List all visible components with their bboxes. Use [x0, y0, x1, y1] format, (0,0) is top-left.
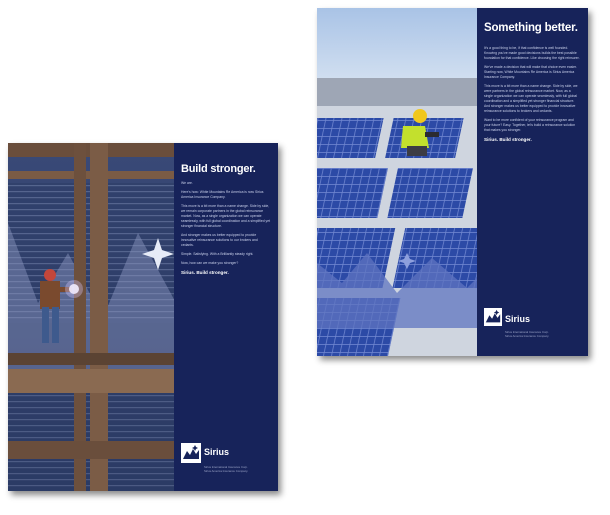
headline: Build stronger.	[181, 163, 256, 175]
body-copy	[181, 181, 271, 279]
paragraph: Now, how can we make you stronger?	[181, 261, 239, 265]
tagline: Sirius. Build stronger.	[484, 137, 532, 142]
fine-print	[204, 465, 274, 473]
paragraph: And stronger makes us better equipped to provide innovative reinsurance solutions to our brokers and cedants.	[181, 233, 258, 247]
fine-print-line: Sirius International Insurance Corp.	[204, 465, 248, 469]
solar-panel-photo	[317, 8, 477, 356]
brand-name: Sirius	[505, 314, 531, 324]
fine-print-line: Sirius International Insurance Corp.	[505, 330, 549, 334]
paragraph: This move is a bit more than a name change. Side by side, we remain corporate partners in the global reinsurance market. Now, as a single organization we can operate seamlessly, with full global coordination and a simplified yet stronger financial structure.	[181, 204, 271, 228]
paragraph: We are.	[181, 181, 193, 185]
fine-print-line: Sirius America Insurance Company	[204, 469, 248, 473]
sirius-logo-icon	[181, 443, 201, 463]
text-panel	[174, 143, 278, 491]
paragraph: Want to be more confident of your reinsurance program and your future? Easy. Together, let's build a reinsurance solution that makes you stronger.	[484, 118, 576, 132]
brand-name: Sirius	[204, 447, 230, 457]
headline: Something better.	[484, 22, 578, 34]
fine-print	[505, 330, 579, 338]
text-panel	[477, 8, 588, 356]
paragraph: Simple. Satisfying. With a Brilliantly steady right.	[181, 252, 254, 256]
welder-photo	[8, 143, 176, 491]
paragraph: It's a good thing to be, if that confidence is well founded. Knowing you've made good decisions builds the best possible foundation for that confidence. Like choosing the right reinsurer.	[484, 46, 580, 60]
ad-something-better	[317, 8, 588, 356]
ad-build-stronger	[8, 143, 278, 491]
paragraph: This move is a bit more than a name change. Side by side, we were partners in the global reinsurance market. Now, as a single organization we can operate seamlessly, with full global coordination and a simplified yet stronger financial structure. And stronger makes us better equipped to provide innovative reinsurance solutions to brokers and cedants.	[484, 84, 578, 113]
paragraph: Here's how: White Mountains Re America is now Sirius America Insurance Company.	[181, 190, 264, 199]
fine-print-line: Sirius America Insurance Company	[505, 334, 549, 338]
sirius-logo-icon	[484, 308, 502, 326]
paragraph: We've made a decision that will make that choice even easier. Starting now, White Mountains Re America is Sirius America Insurance Company.	[484, 65, 577, 79]
body-copy	[484, 46, 580, 146]
tagline: Sirius. Build stronger.	[181, 270, 229, 275]
